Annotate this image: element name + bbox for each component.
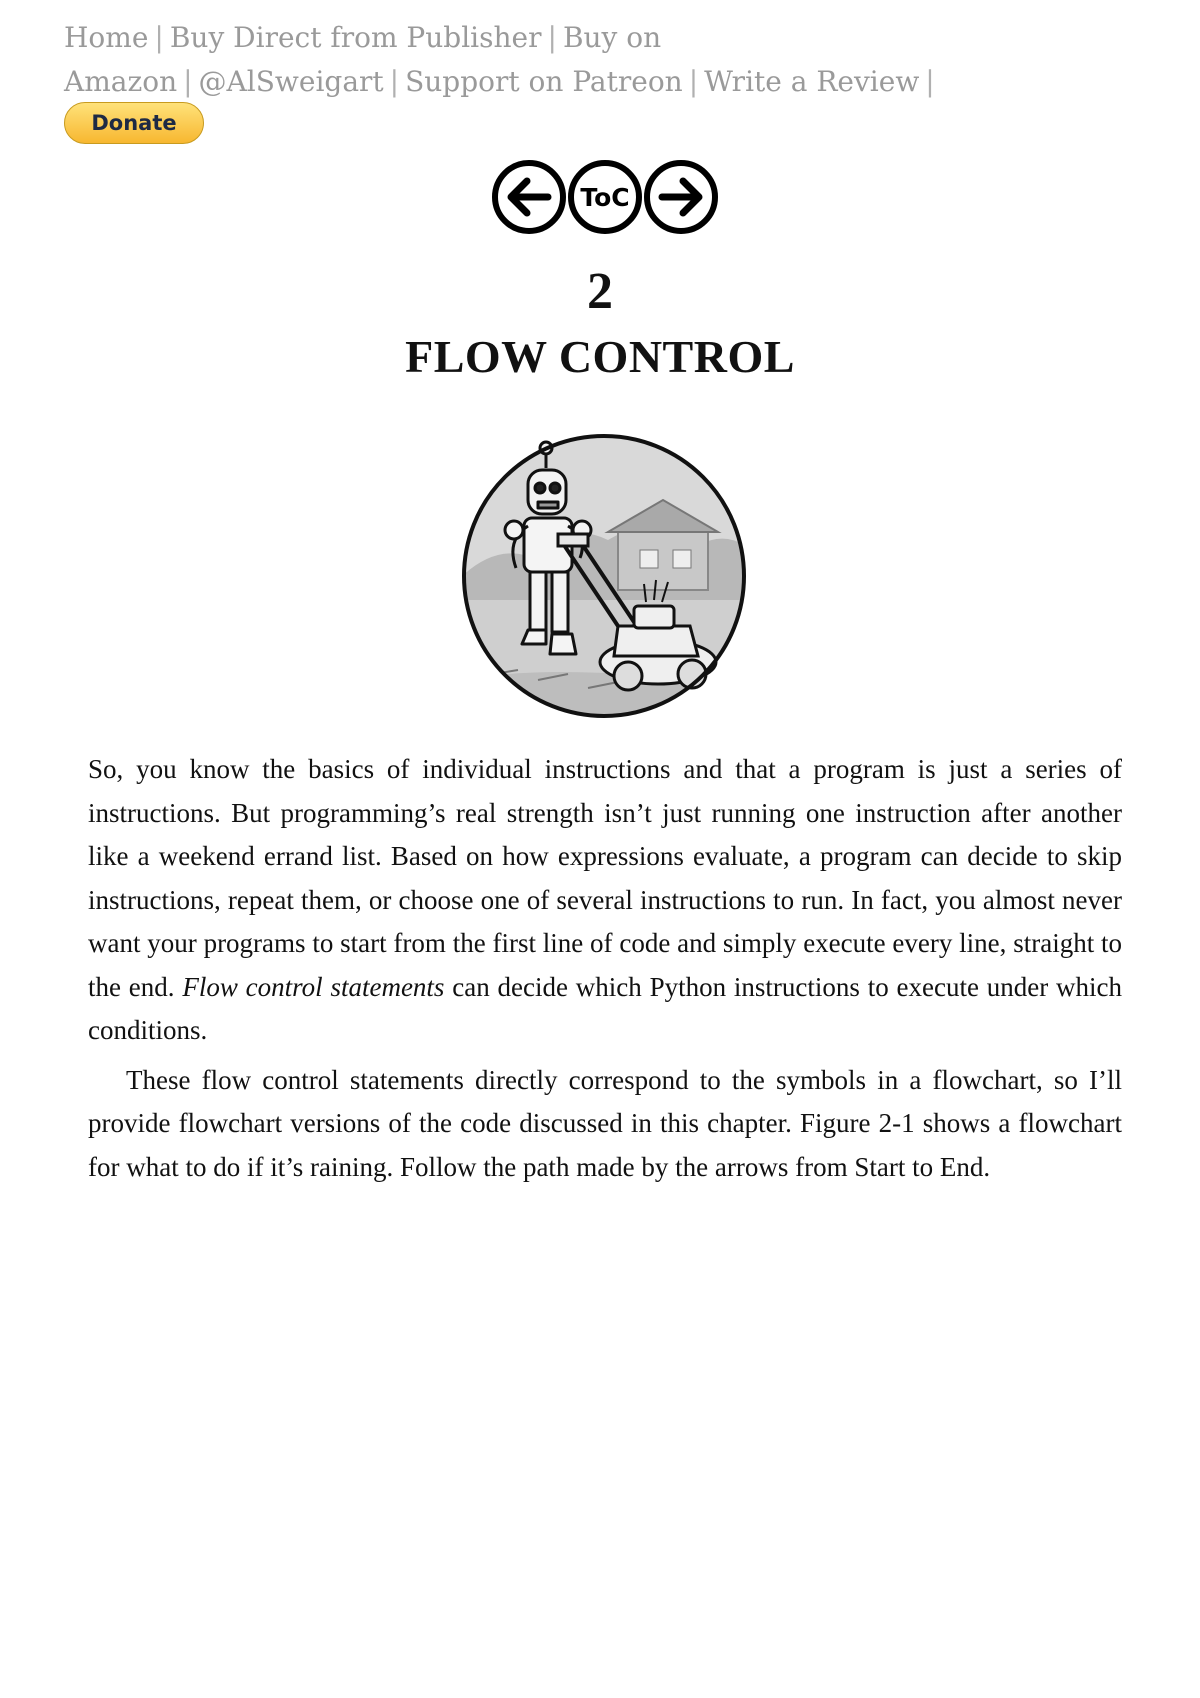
nav-separator: | — [154, 21, 164, 54]
nav-link-home[interactable]: Home — [64, 21, 149, 54]
body-paragraph-2: These flow control statements directly correspond to the symbols in a flowchart, so I’ll provide flowchart versions of the code discussed in this chapter. Figure 2-1 shows a flowchart for what to do if it’s raining. Follow the path made by the arrows from Start to End. — [88, 1064, 1122, 1182]
nav-link-patreon[interactable]: Support on Patreon — [405, 65, 683, 98]
body-paragraph-1 — [88, 748, 1122, 1053]
donate-button[interactable]: Donate — [64, 102, 204, 144]
nav-separator: | — [183, 65, 193, 98]
chapter-illustration — [458, 430, 750, 722]
top-nav — [64, 16, 1124, 104]
chapter-nav — [490, 158, 720, 238]
chapter-body — [88, 748, 1122, 1195]
body-text-segment: So, you know the basics of individual instructions and that a program is just a series of instructions. But programming’s real strength isn’t just running one instruction after another like a weekend errand list. Based on how expressions evaluate, a program can decide to skip instructions, repeat them, or choose one of several instructions to run. In fact, you almost never want your programs to start from the first line of code and simply execute every line, straight to the end. — [88, 754, 1122, 1002]
robot-mowing-lawn-illustration — [458, 430, 750, 722]
nav-link-write-review[interactable]: Write a Review — [704, 65, 920, 98]
emphasis-term: Flow control statements — [182, 971, 445, 1002]
body-text-segment: can decide which Python instructions to execute under which conditions. — [88, 971, 1122, 1045]
toc-icon — [566, 158, 644, 236]
nav-separator: | — [389, 65, 400, 98]
nav-link-buy-amazon[interactable]: Buy on Amazon — [64, 21, 662, 98]
nav-link-buy-direct[interactable]: Buy Direct from Publisher — [169, 21, 542, 54]
prev-chapter-button[interactable] — [490, 158, 568, 236]
nav-link-twitter[interactable]: @AlSweigart — [198, 65, 384, 98]
chapter-title: FLOW CONTROL — [405, 331, 795, 382]
next-chapter-button[interactable] — [642, 158, 720, 236]
nav-separator: | — [547, 21, 557, 54]
right-arrow-icon — [642, 158, 720, 236]
nav-separator: | — [688, 65, 699, 98]
left-arrow-icon — [490, 158, 568, 236]
nav-separator: | — [925, 65, 935, 98]
toc-button[interactable] — [566, 158, 644, 236]
chapter-number: 2 — [587, 263, 613, 320]
toc-label: ToC — [580, 183, 630, 212]
